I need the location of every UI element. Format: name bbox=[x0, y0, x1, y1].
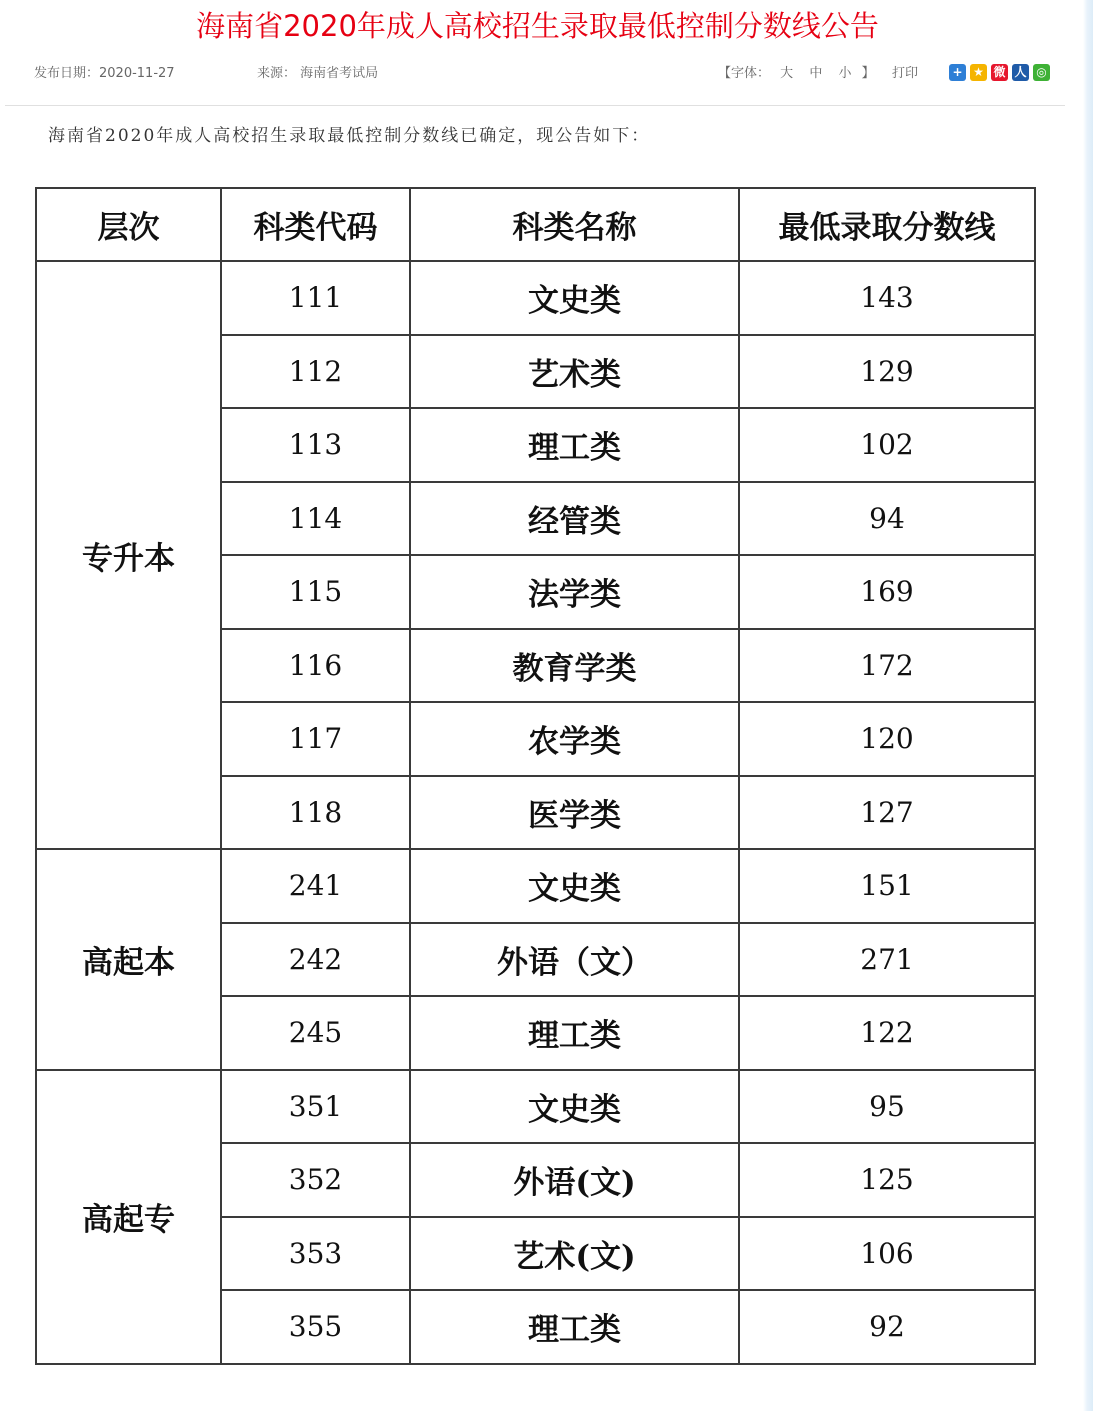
share-qzone-icon[interactable]: ★ bbox=[970, 64, 987, 81]
article-title: 海南省2020年成人高校招生录取最低控制分数线公告 bbox=[196, 9, 879, 43]
score-cell: 143 bbox=[739, 261, 1035, 335]
subject-cell: 理工类 bbox=[410, 408, 739, 482]
score-cell: 92 bbox=[739, 1290, 1035, 1364]
subject-cell: 艺术类 bbox=[410, 335, 739, 409]
score-cell: 271 bbox=[739, 923, 1035, 997]
score-cell: 129 bbox=[739, 335, 1035, 409]
code-cell: 351 bbox=[221, 1070, 410, 1144]
font-size-large-link[interactable]: 大 bbox=[780, 66, 794, 81]
code-cell: 112 bbox=[221, 335, 410, 409]
font-size-small-link[interactable]: 小 bbox=[838, 66, 852, 81]
level-cell: 专升本 bbox=[36, 261, 221, 849]
code-cell: 111 bbox=[221, 261, 410, 335]
code-cell: 117 bbox=[221, 702, 410, 776]
publish-date: 发布日期：2020-11-27 bbox=[34, 66, 175, 81]
code-cell: 355 bbox=[221, 1290, 410, 1364]
share-wechat-icon[interactable]: ◎ bbox=[1033, 64, 1050, 81]
subject-cell: 经管类 bbox=[410, 482, 739, 556]
header-code: 科类代码 bbox=[221, 188, 410, 261]
score-cell: 127 bbox=[739, 776, 1035, 850]
code-cell: 115 bbox=[221, 555, 410, 629]
code-cell: 113 bbox=[221, 408, 410, 482]
code-cell: 116 bbox=[221, 629, 410, 703]
subject-cell: 文史类 bbox=[410, 849, 739, 923]
share-plus-icon[interactable]: + bbox=[949, 64, 966, 81]
subject-cell: 艺术(文) bbox=[410, 1217, 739, 1291]
subject-cell: 外语(文) bbox=[410, 1143, 739, 1217]
table-row bbox=[36, 261, 1035, 335]
share-toolbar bbox=[949, 64, 1050, 81]
code-cell: 352 bbox=[221, 1143, 410, 1217]
score-cell: 94 bbox=[739, 482, 1035, 556]
header-subject: 科类名称 bbox=[410, 188, 739, 261]
table-row bbox=[36, 849, 1035, 923]
subject-cell: 文史类 bbox=[410, 1070, 739, 1144]
font-size-switcher bbox=[718, 66, 875, 82]
score-cell: 95 bbox=[739, 1070, 1035, 1144]
subject-cell: 文史类 bbox=[410, 261, 739, 335]
subject-cell: 外语（文） bbox=[410, 923, 739, 997]
score-cell: 151 bbox=[739, 849, 1035, 923]
share-weibo-icon[interactable]: 微 bbox=[991, 64, 1008, 81]
font-size-medium-link[interactable]: 中 bbox=[809, 66, 823, 81]
table-row bbox=[36, 1070, 1035, 1144]
intro-paragraph: 海南省2020年成人高校招生录取最低控制分数线已确定，现公告如下： bbox=[48, 126, 651, 146]
score-cell: 120 bbox=[739, 702, 1035, 776]
font-size-label-close: 】 bbox=[861, 66, 875, 81]
subject-cell: 理工类 bbox=[410, 996, 739, 1070]
article-source: 来源： 海南省考试局 bbox=[257, 66, 379, 81]
level-cell: 高起本 bbox=[36, 849, 221, 1070]
code-cell: 353 bbox=[221, 1217, 410, 1291]
font-size-label-open: 【字体： bbox=[718, 66, 771, 81]
subject-cell: 医学类 bbox=[410, 776, 739, 850]
score-table bbox=[35, 187, 1036, 1365]
score-cell: 169 bbox=[739, 555, 1035, 629]
share-renren-icon[interactable]: 人 bbox=[1012, 64, 1029, 81]
subject-cell: 理工类 bbox=[410, 1290, 739, 1364]
score-cell: 102 bbox=[739, 408, 1035, 482]
header-score: 最低录取分数线 bbox=[739, 188, 1035, 261]
table-body bbox=[36, 261, 1035, 1364]
subject-cell: 法学类 bbox=[410, 555, 739, 629]
scrollbar-track[interactable] bbox=[1083, 0, 1093, 1411]
header-divider bbox=[5, 105, 1065, 106]
score-cell: 122 bbox=[739, 996, 1035, 1070]
score-cell: 106 bbox=[739, 1217, 1035, 1291]
header-level: 层次 bbox=[36, 188, 221, 261]
code-cell: 118 bbox=[221, 776, 410, 850]
score-cell: 172 bbox=[739, 629, 1035, 703]
print-link[interactable]: 打印 bbox=[892, 66, 919, 81]
subject-cell: 农学类 bbox=[410, 702, 739, 776]
code-cell: 242 bbox=[221, 923, 410, 997]
code-cell: 241 bbox=[221, 849, 410, 923]
subject-cell: 教育学类 bbox=[410, 629, 739, 703]
table-header-row bbox=[36, 188, 1035, 261]
level-cell: 高起专 bbox=[36, 1070, 221, 1364]
score-cell: 125 bbox=[739, 1143, 1035, 1217]
code-cell: 114 bbox=[221, 482, 410, 556]
code-cell: 245 bbox=[221, 996, 410, 1070]
